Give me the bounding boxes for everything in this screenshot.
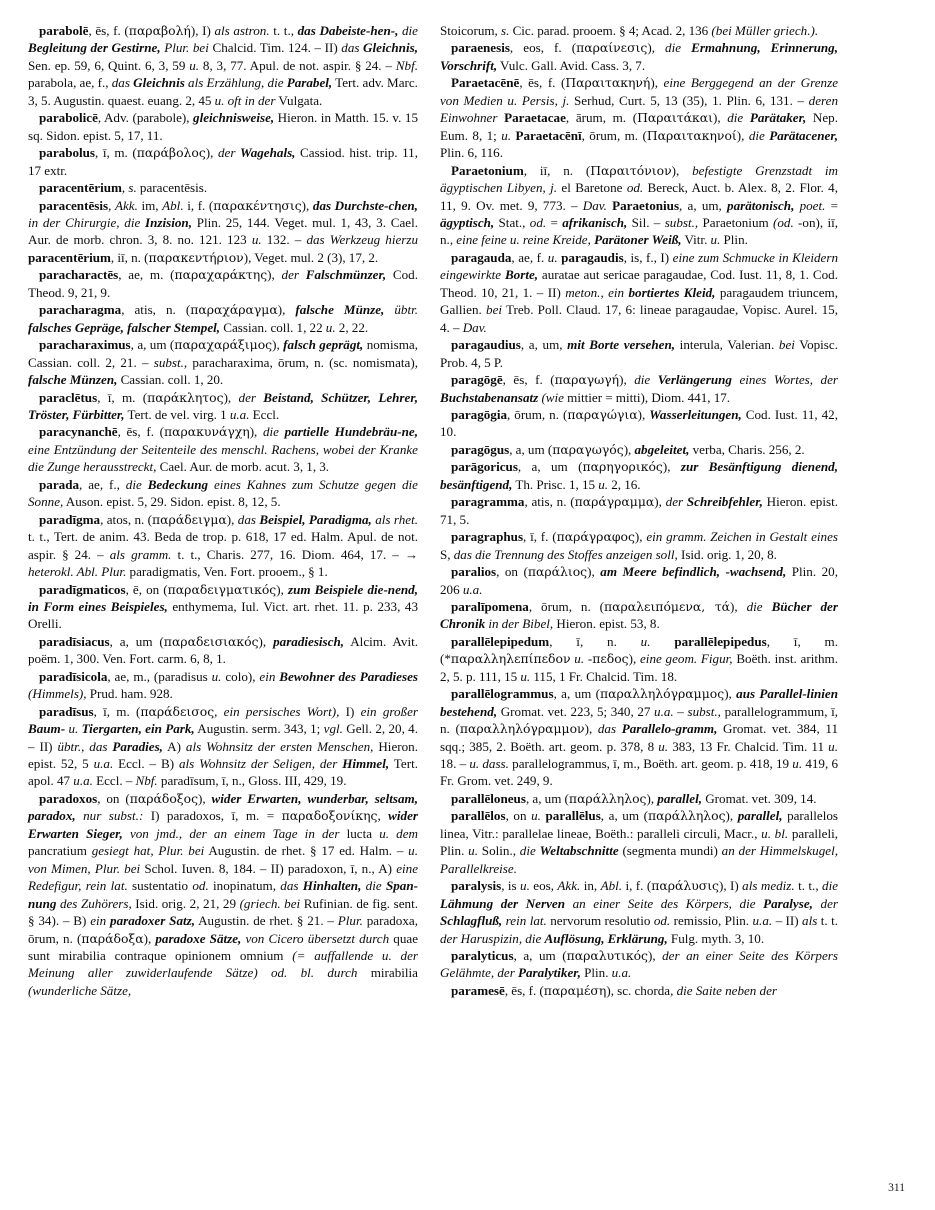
dictionary-entry: parallēlepipedum, ī, n. u. parallēlepipedus, ī, m. (*παραλληλεπίπεδον u. -πεδος), eine geom. Figur, Boëth. inst. arithm. 2, 5. p. 111, 15 u. 115, 1 Fr. Chalcid. Tim. 18.: [440, 633, 838, 684]
page-number: 311: [888, 1182, 905, 1194]
dictionary-entry: paracentērium, s. paracentēsis.: [39, 180, 208, 196]
dictionary-entry: paramesē, ēs, f. (παραμέση), sc. chorda, die Saite neben der: [451, 982, 777, 998]
dictionary-entry: paracharagma, atis, n. (παραχάραγμα), falsche Münze, übtr. falsches Gepräge, falscher Stempel, Cassian. coll. 1, 22 u. 2, 22.: [28, 302, 418, 335]
dictionary-entry: paracentēsis, Akk. im, Abl. i, f. (παρακέντησις), das Durchste-chen, in der Chirurgie, die Inzision, Plin. 25, 144. Veget. mul. 1, 43, 3. Cael. Aur. de morb. chron. 3, 8. no. 121. 123 u. 132. – das Werkzeug hierzu paracentērium, iī, n. (παρακεντήριον), Veget. mul. 2 (3), 17, 2.: [28, 197, 419, 265]
left-text-column: [28, 22, 418, 999]
dictionary-entry: parabolus, ī, m. (παράβολος), der Wagehals, Cassiod. hist. trip. 11, 17 extr.: [28, 145, 418, 178]
right-text-column: [440, 22, 838, 999]
dictionary-entry: parallēlos, on u. parallēlus, a, um (παράλληλος), parallel, parallelos linea, Vitr.: parallelae lineae, Boëth.: paralleli circuli, Macr., u. bl. paralleli, Plin. u. Solin., die Weltabschnitte (segmenta mundi) an der Himmelskugel, Parallelkreise.: [440, 808, 839, 876]
dictionary-entry: Stoicorum, s. Cic. parad. prooem. § 4; Acad. 2, 136 (bei Müller griech.).: [440, 23, 819, 38]
dictionary-entry: paragōgia, ōrum, n. (παραγώγια), Wasserleitungen, Cod. Iust. 11, 42, 10.: [440, 406, 838, 440]
dictionary-entry: paragraphus, ī, f. (παράγραφος), ein gramm. Zeichen in Gestalt eines S, das die Trennung des Stoffes anzeigen soll, Isid. orig. 1, 20, 8.: [440, 529, 838, 562]
dictionary-entry: parabolicē, Adv. (parabole), gleichnisweise, Hieron. in Matth. 15. v. 15 sq. Sidon. epist. 5, 17, 11.: [28, 110, 418, 143]
dictionary-entry: paracharaximus, a, um (παραχαράξιμος), falsch geprägt, nomisma, Cassian. coll. 2, 21. – subst., paracharaxima, ōrum, n. (sc. nomismata), falsche Münzen, Cassian. coll. 1, 20.: [28, 337, 418, 388]
dictionary-entry: paradīgmaticos, ē, on (παραδειγματικός), zum Beispiele die-nend, in Form eines Beispieles, enthymema, Iul. Vict. art. rhet. 11. p. 233, 43 Orelli.: [28, 581, 419, 632]
dictionary-entry: Paraetacēnē, ēs, f. (Παραιτακηνή), eine Berggegend an der Grenze von Medien u. Persis, j. Serhud, Curt. 5, 13 (35), 1. Plin. 6, 131. – deren Einwohner Paraetacae, ārum, m. (Παραιτάκαι), die Parätaker, Nep. Eum. 8, 1; u. Paraetacēnī, ōrum, m. (Παραιτακηνοί), die Parätacener, Plin. 6, 116.: [440, 75, 839, 161]
dictionary-entry: paradīgma, atos, n. (παράδειγμα), das Beispiel, Paradigma, als rhet. t. t., Tert. de anim. 43. Beda de trop. p. 618, 17 ed. Halm. Apul. de not. aspir. § 24. – als gramm. t. t., Charis. 277, 16. Diom. 464, 17. – → heterokl. Abl. Plur. paradigmatis, Ven. Fort. prooem., § 1.: [28, 511, 418, 580]
dictionary-entry: paralīpomena, ōrum, n. (παραλειπόμενα, τά), die Bücher der Chronik in der Bibel, Hieron. epist. 53, 8.: [440, 598, 838, 632]
dictionary-entry: paracharactēs, ae, m. (παραχαράκτης), der Falschmünzer, Cod. Theod. 9, 21, 9.: [28, 267, 418, 300]
dictionary-entry: paragaudius, a, um, mit Borte versehen, interula, Valerian. bei Vopisc. Prob. 4, 5 P.: [440, 337, 838, 370]
dictionary-entry: Paraetonium, iī, n. (Παραιτόνιον), befestigte Grenzstadt im ägyptischen Libyen, j. el Baretone od. Bereck, Auct. b. Alex. 8, 2. Flor. 4, 11, 9. Ov. met. 9, 773. – Dav. Paraetonius, a, um, parätonisch, poet. = ägyptisch, Stat., od. = afrikanisch, Sil. – subst., Paraetonium (od. -on), iī, n., eine feine u. reine Kreide, Parätoner Weiß, Vitr. u. Plin.: [440, 162, 839, 248]
dictionary-entry: parada, ae, f., die Bedeckung eines Kahnes zum Schutze gegen die Sonne, Auson. epist. 5, 29. Sidon. epist. 8, 12, 5.: [28, 476, 418, 510]
dictionary-entry: paralyticus, a, um (παραλυτικός), der an einer Seite des Körpers Gelähmte, der Paralytiker, Plin. u.a.: [440, 948, 838, 981]
dictionary-entry: parabolē, ēs, f. (παραβολή), I) als astron. t. t., das Dabeiste-hen-, die Begleitung der Gestirne, Plur. bei Chalcid. Tim. 124. – II) das Gleichnis, Sen. ep. 59, 6, Quint. 6, 3, 59 u. 8, 3, 77. Apul. de not. aspir. § 24. – Nbf. parabola, ae, f., das Gleichnis als Erzählung, die Parabel, Tert. adv. Marc. 3, 5. Augustin. quaest. euang. 2, 45 u. oft in der Vulgata.: [28, 23, 418, 108]
dictionary-entry: parallēlogrammus, a, um (παραλληλόγραμμος), aus Parallel-linien bestehend, Gromat. vet. 223, 5; 340, 27 u.a. – subst., parallelogrammum, ī, n. (παραλληλόγραμμον), das Parallelo-gramm, Gromat. vet. 384, 11 sqq.; 385, 2. Boëth. art. geom. p. 378, 8 u. 383, 13 Fr. Chalcid. Tim. 11 u. 18. – u. dass. parallelogrammus, ī, m., Boëth. art. geom. p. 418, 19 u. 419, 6 Fr. Grom. vet. 249, 9.: [440, 686, 839, 789]
dictionary-entry: paragōgē, ēs, f. (παραγωγή), die Verlängerung eines Wortes, der Buchstabenansatz (wie mittier = mitti), Diom. 441, 17.: [440, 372, 838, 405]
dictionary-entry: paragramma, atis, n. (παράγραμμα), der Schreibfehler, Hieron. epist. 71, 5.: [440, 494, 838, 527]
dictionary-entry: paralysis, is u. eos, Akk. in, Abl. i, f. (παράλυσις), I) als mediz. t. t., die Lähmung der Nerven an einer Seite des Körpers, die Paralyse, der Schlagfluß, rein lat. nervorum resolutio od. remissio, Plin. u.a. – II) als t. t. der Haruspizin, die Auflösung, Erklärung, Fulg. myth. 3, 10.: [440, 878, 839, 946]
dictionary-entry: paradīsiacus, a, um (παραδεισιακός), paradiesisch, Alcim. Avit. poëm. 1, 300. Ven. Fort. carm. 6, 8, 1.: [28, 633, 419, 667]
two-column-layout: [28, 22, 907, 999]
dictionary-entry: paragauda, ae, f. u. paragaudis, is, f., I) eine zum Schmucke in Kleidern eingewirkte Borte, auratae aut sericae paragaudae, Cod. Iust. 11, 8, 1. Cod. Theod. 10, 21, 1. – II) meton., ein bortiertes Kleid, paragaudem triuncem, Gallien. bei Treb. Poll. Claud. 17, 6: lineae paragaudae, Vopisc. Aurel. 15, 4. – Dav.: [440, 249, 839, 335]
dictionary-entry: paralios, on (παράλιος), am Meere befindlich, -wachsend, Plin. 20, 206 u.a.: [440, 564, 838, 597]
dictionary-entry: paraclētus, ī, m. (παράκλητος), der Beistand, Schützer, Lehrer, Tröster, Fürbitter, Tert. de vel. virg. 1 u.a. Eccl.: [28, 389, 418, 422]
dictionary-entry: parallēloneus, a, um (παράλληλος), parallel, Gromat. vet. 309, 14.: [451, 790, 817, 806]
dictionary-entry: paragōgus, a, um (παραγωγός), abgeleitet, verba, Charis. 256, 2.: [451, 441, 805, 457]
dictionary-entry: paraenesis, eos, f. (παραίνεσις), die Ermahnung, Erinnerung, Vorschrift, Vulc. Gall. Avid. Cass. 3, 7.: [440, 40, 838, 73]
dictionary-entry: parāgoricus, a, um (παρηγορικός), zur Besänftigung dienend, besänftigend, Th. Prisc. 1, 15 u. 2, 16.: [440, 459, 838, 492]
dictionary-entry: paradīsicola, ae, m., (paradisus u. colo), ein Bewohner des Paradieses (Himmels), Prud. ham. 928.: [28, 668, 418, 702]
dictionary-entry: paracynanchē, ēs, f. (παρακυνάγχη), die partielle Hundebräu-ne, eine Entzündung der Seitenteile des menschl. Rachens, wobei der Kranke die Zunge herausstreckt, Cael. Aur. de morb. acut. 3, 1, 3.: [28, 424, 418, 475]
dictionary-entry: paradīsus, ī, m. (παράδεισος, ein persisches Wort), I) ein großer Baum- u. Tiergarten, ein Park, Augustin. serm. 343, 1; vgl. Gell. 2, 20, 4. – II) übtr., das Paradies, A) als Wohnsitz der ersten Menschen, Hieron. epist. 52, 5 u.a. Eccl. – B) als Wohnsitz der Seligen, der Himmel, Tert. apol. 47 u.a. Eccl. – Nbf. paradīsum, ī, n., Gloss. III, 429, 19.: [28, 703, 419, 789]
dictionary-entry: paradoxos, on (παράδοξος), wider Erwarten, wunderbar, seltsam, paradox, nur subst.: I) paradoxos, ī, m. = παραδοξονίκης, wider Erwarten Sieger, von jmd., der an einem Tage in der lucta u. dem pancratium gesiegt hat, Plur. bei Augustin. de rhet. § 17 ed. Halm. – u. von Mimen, Plur. bei Schol. Iuven. 8, 184. – II) paradoxon, ī, n., A) eine Redefigur, rein lat. sustentatio od. inopinatum, das Hinhalten, die Span-nung des Zuhörers, Isid. orig. 2, 21, 29 (griech. bei Rufinian. de fig. sent. § 34). – B) ein paradoxer Satz, Augustin. de rhet. § 21. – Plur. paradoxa, ōrum, n. (παράδοξα), paradoxe Sätze, von Cicero übersetzt durch quae sunt mirabilia contraque opinionem omnium (= auffallende u. der Meinung aller zuwiderlaufende Sätze) od. bl. durch mirabilia (wunderliche Sätze,: [28, 790, 419, 998]
